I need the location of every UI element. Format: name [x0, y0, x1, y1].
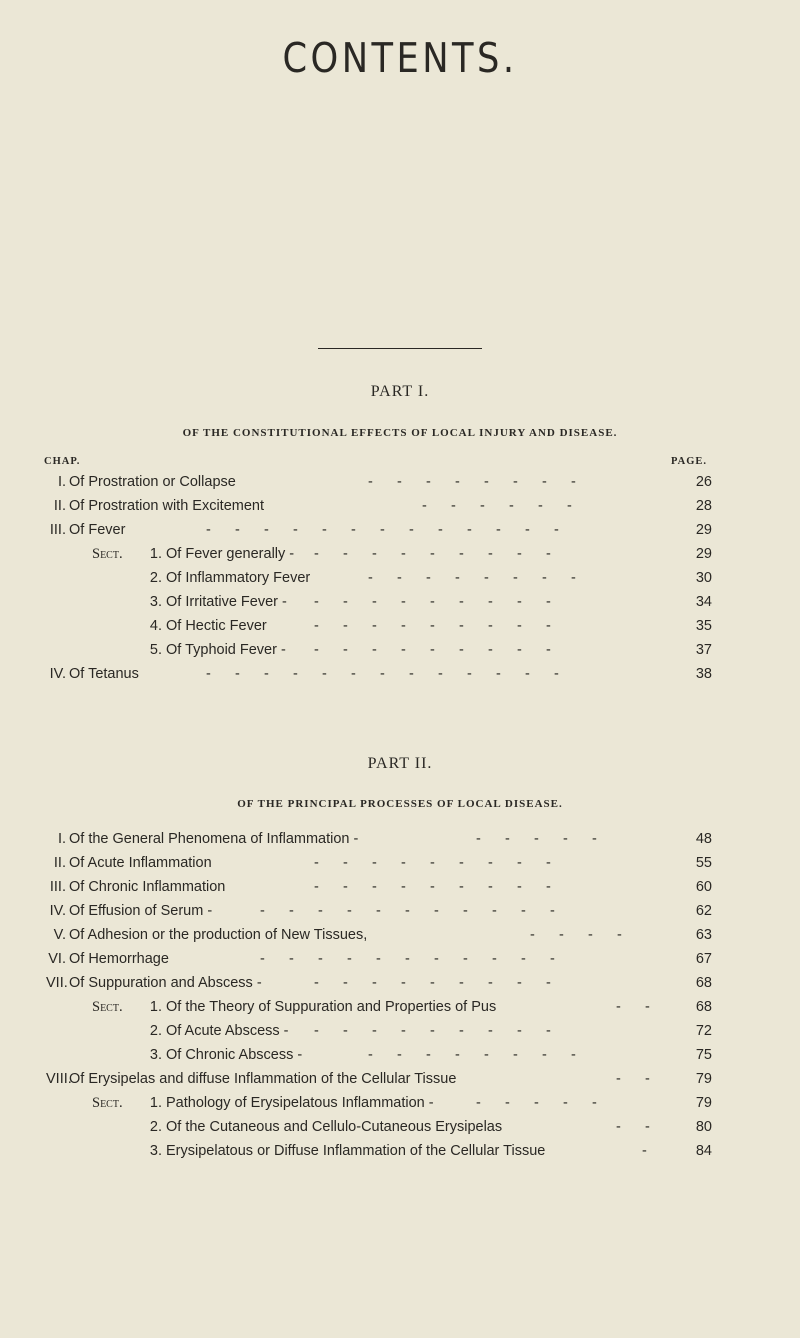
section-number: 4.: [149, 618, 162, 634]
leader-dots: - - - - - -: [422, 498, 572, 514]
toc-entry[interactable]: [0, 1071, 800, 1095]
page-number: 68: [695, 999, 712, 1015]
page-number: 37: [695, 642, 712, 658]
leader-dots: - -: [616, 1119, 650, 1135]
chapter-number: VI.: [48, 951, 66, 967]
chapter-number: IV.: [49, 666, 66, 682]
page-number: 30: [695, 570, 712, 586]
toc-entry[interactable]: [0, 1143, 800, 1167]
page-number: 34: [695, 594, 712, 610]
chapter-column-header: CHAP.: [44, 456, 81, 467]
leader-dots: - - - - - - - -: [368, 570, 576, 586]
entry-title: Of Acute Inflammation: [69, 855, 212, 871]
entry-title: Of Chronic Inflammation: [69, 879, 226, 895]
entry-title: Of Hectic Fever: [166, 618, 267, 634]
section-label: Sect.: [92, 999, 123, 1015]
entry-title: Of Adhesion or the production of New Tissues,: [69, 927, 368, 943]
toc-entry[interactable]: [0, 498, 800, 522]
part-1-subtitle: OF THE CONSTITUTIONAL EFFECTS OF LOCAL INJURY AND DISEASE.: [182, 427, 618, 439]
section-number: 2.: [149, 570, 162, 586]
page-number: 38: [695, 666, 712, 682]
leader-dots: - - - - - - - - -: [314, 1023, 551, 1039]
page-number: 72: [695, 1023, 712, 1039]
entry-title: Of Hemorrhage: [69, 951, 169, 967]
leader-dots: - -: [616, 1071, 650, 1087]
section-number: 1.: [149, 999, 162, 1015]
toc-entry[interactable]: [0, 618, 800, 642]
chapter-number: II.: [53, 498, 66, 514]
entry-title: Of the Cutaneous and Cellulo-Cutaneous Erysipelas: [166, 1119, 503, 1135]
leader-dots: - - - - - - - - -: [314, 546, 551, 562]
leader-dots: - - - - - - - -: [368, 474, 576, 490]
page-number: 79: [695, 1071, 712, 1087]
entry-title: Of Fever generally -: [166, 546, 295, 562]
section-number: 2.: [149, 1023, 162, 1039]
section-number: 3.: [149, 594, 162, 610]
chapter-number: VIII.: [46, 1071, 72, 1087]
leader-dots: - - - - -: [476, 1095, 597, 1111]
section-number: 2.: [149, 1119, 162, 1135]
title-rule: [318, 348, 482, 349]
chapter-number: II.: [53, 855, 66, 871]
entry-title: Of the Theory of Suppuration and Properties of Pus: [166, 999, 497, 1015]
chapter-number: III.: [49, 522, 66, 538]
section-label: Sect.: [92, 1095, 123, 1111]
toc-entry[interactable]: [0, 546, 800, 570]
leader-dots: - - - - - - - -: [368, 1047, 576, 1063]
toc-entry[interactable]: [0, 570, 800, 594]
chapter-number: I.: [57, 474, 66, 490]
chapter-number: III.: [49, 879, 66, 895]
entry-title: Of Erysipelas and diffuse Inflammation of the Cellular Tissue: [69, 1071, 457, 1087]
toc-entry[interactable]: [0, 642, 800, 666]
toc-entry[interactable]: [0, 666, 800, 690]
toc-entry[interactable]: [0, 522, 800, 546]
entry-title: Of Tetanus: [69, 666, 139, 682]
toc-entry[interactable]: [0, 474, 800, 498]
toc-entry[interactable]: [0, 831, 800, 855]
page-number: 26: [695, 474, 712, 490]
page-number: 68: [695, 975, 712, 991]
page-number: 84: [695, 1143, 712, 1159]
chapter-number: V.: [53, 927, 66, 943]
page-number: 29: [695, 546, 712, 562]
leader-dots: - - - - - - - - - - - - -: [206, 522, 559, 538]
page-number: 75: [695, 1047, 712, 1063]
part-2-label: PART II.: [367, 755, 433, 772]
page-number: 48: [695, 831, 712, 847]
toc-entry[interactable]: [0, 1119, 800, 1143]
leader-dots: - - - - - - - - -: [314, 879, 551, 895]
page-number: 63: [695, 927, 712, 943]
chapter-number: IV.: [49, 903, 66, 919]
leader-dots: - - - - - - - - -: [314, 642, 551, 658]
leader-dots: - - - - - - - - - - - - -: [206, 666, 559, 682]
entry-title: Of Effusion of Serum -: [69, 903, 213, 919]
page-title: CONTENTS.: [282, 34, 518, 82]
page-number: 62: [695, 903, 712, 919]
section-number: 3.: [149, 1047, 162, 1063]
toc-entry[interactable]: [0, 879, 800, 903]
entry-title: Of Inflammatory Fever: [166, 570, 311, 586]
entry-title: Of the General Phenomena of Inflammation -: [69, 831, 359, 847]
entry-title: Of Fever: [69, 522, 126, 538]
page-number: 28: [695, 498, 712, 514]
leader-dots: - - - - - - - - -: [314, 594, 551, 610]
toc-entry[interactable]: [0, 975, 800, 999]
entry-title: Of Suppuration and Abscess -: [69, 975, 262, 991]
page-number: 35: [695, 618, 712, 634]
toc-entry[interactable]: [0, 594, 800, 618]
leader-dots: - - - - - - - - -: [314, 618, 551, 634]
toc-entry[interactable]: [0, 855, 800, 879]
page-number: 67: [695, 951, 712, 967]
toc-entry[interactable]: [0, 1095, 800, 1119]
leader-dots: - -: [616, 999, 650, 1015]
toc-entry[interactable]: [0, 1023, 800, 1047]
toc-entry[interactable]: [0, 951, 800, 975]
entry-title: Erysipelatous or Diffuse Inflammation of the Cellular Tissue: [166, 1143, 546, 1159]
section-number: 1.: [149, 546, 162, 562]
entry-title: Of Prostration or Collapse: [69, 474, 236, 490]
part-1-label: PART I.: [370, 383, 430, 400]
entry-title: Of Acute Abscess -: [166, 1023, 289, 1039]
entry-title: Of Prostration with Excitement: [69, 498, 265, 514]
toc-entry[interactable]: [0, 999, 800, 1023]
leader-dots: -: [642, 1143, 647, 1159]
toc-entry[interactable]: [0, 903, 800, 927]
page-number: 79: [695, 1095, 712, 1111]
leader-dots: - - - -: [530, 927, 622, 943]
leader-dots: - - - - - - - - - - -: [260, 951, 555, 967]
leader-dots: - - - - -: [476, 831, 597, 847]
toc-entry[interactable]: [0, 927, 800, 951]
leader-dots: - - - - - - - - - - -: [260, 903, 555, 919]
chapter-number: VII.: [46, 975, 68, 991]
section-label: Sect.: [92, 546, 123, 562]
page-number: 80: [695, 1119, 712, 1135]
section-number: 3.: [149, 1143, 162, 1159]
entry-title: Of Typhoid Fever -: [166, 642, 286, 658]
entry-title: Of Irritative Fever -: [166, 594, 287, 610]
leader-dots: - - - - - - - - -: [314, 855, 551, 871]
page-number: 60: [695, 879, 712, 895]
page-number: 55: [695, 855, 712, 871]
page-number: 29: [695, 522, 712, 538]
page-column-header: PAGE.: [671, 456, 708, 467]
entry-title: Pathology of Erysipelatous Inflammation -: [166, 1095, 434, 1111]
chapter-number: I.: [57, 831, 66, 847]
part-2-subtitle: OF THE PRINCIPAL PROCESSES OF LOCAL DISEASE.: [237, 798, 563, 810]
leader-dots: - - - - - - - - -: [314, 975, 551, 991]
section-number: 5.: [149, 642, 162, 658]
section-number: 1.: [149, 1095, 162, 1111]
entry-title: Of Chronic Abscess -: [166, 1047, 303, 1063]
toc-entry[interactable]: [0, 1047, 800, 1071]
